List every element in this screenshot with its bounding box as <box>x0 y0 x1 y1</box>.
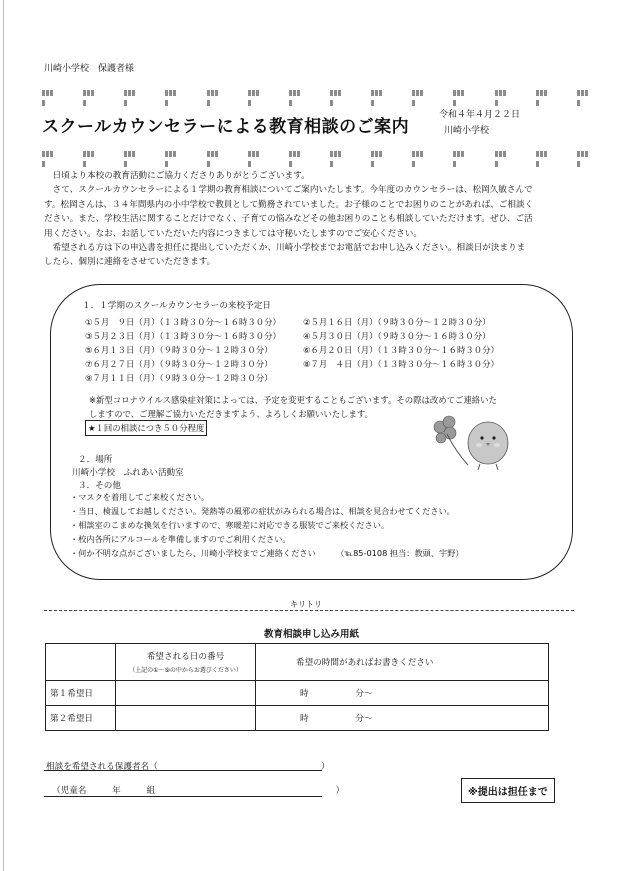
minute-label: 分～ <box>355 714 373 724</box>
intro-paragraph: ださい。また、学校生活に関することだけでなく、子育ての悩みなどその他お困りのことも相談していただけます。ぜひ、ご活 <box>44 214 533 225</box>
table-corner-cell <box>46 644 116 681</box>
decorative-mark <box>124 89 139 95</box>
session-length-note: ★１回の相談につき５０分程度 <box>85 420 207 436</box>
introduction-text <box>44 169 584 270</box>
decorative-mark <box>536 89 551 95</box>
place-heading: ２．場所 <box>78 455 113 465</box>
table-row <box>46 681 549 706</box>
guardian-underline <box>44 770 322 771</box>
decorative-mark <box>330 89 345 95</box>
decorative-mark <box>289 89 304 95</box>
second-choice-time-field[interactable] <box>256 706 549 731</box>
cut-here-label: キリトリ <box>290 600 322 609</box>
decorative-mark <box>207 89 222 95</box>
decorative-mark <box>207 150 222 156</box>
list-item: ・相談室のこまめな換気を行いますので、寒暖差に対応できる服装でご来校ください。 <box>70 519 390 530</box>
issue-date: 令和４年４月２２日 <box>439 110 521 120</box>
first-choice-date-field[interactable] <box>116 681 256 706</box>
submit-to-teacher-note: ※提出は担任まで <box>461 778 555 803</box>
decorative-mark <box>248 89 263 95</box>
schedule-date: ①５月 ９日（月）（１３時３０分～１６時３０分） <box>85 317 281 327</box>
first-choice-time-field[interactable] <box>256 681 549 706</box>
schedule-date: ③５月２３日（月）（１３時３０分～１６時３０分） <box>85 331 281 341</box>
intro-paragraph: したら、個別に連絡をさせていただきます。 <box>44 257 216 268</box>
decorative-mark <box>42 89 57 95</box>
second-choice-date-field[interactable] <box>116 706 256 731</box>
schedule-heading: １．１学期のスクールカウンセラーの来校予定日 <box>82 301 271 311</box>
minute-label: 分～ <box>355 689 373 699</box>
decorative-mark <box>371 89 386 95</box>
intro-paragraph: 日頃より本校の教育活動にご協力くださりありがとうございます。 <box>44 171 310 181</box>
student-underline <box>44 796 322 797</box>
column-header-date-hint: （上記の①～⑨の中からお選びください） <box>129 667 242 674</box>
intro-paragraph: 希望される方は下の申込書を担任に提出していただくか、川崎小学校までお電話でお申し込みください。相談日が決まりま <box>44 243 526 254</box>
others-list <box>70 491 464 561</box>
application-table <box>45 643 549 731</box>
schedule-date: ④５月３０日（月）（９時３０分～１６時３０分） <box>303 331 491 341</box>
column-header-date-label: 希望される日の番号 <box>146 652 225 662</box>
schedule-date: ②５月１６日（月）（９時３０分～１２時３０分） <box>303 317 491 327</box>
decorative-mark <box>165 89 180 95</box>
list-item: ・マスクを着用してご来校ください。 <box>70 492 210 502</box>
decorative-border-top <box>42 89 618 95</box>
decorative-mark <box>165 150 180 156</box>
guardian-name-field[interactable]: 相談を希望される保護者名（ ） <box>46 762 330 772</box>
hour-label: 時 <box>300 689 309 699</box>
decorative-mark <box>453 150 468 156</box>
others-heading: ３．その他 <box>78 481 121 491</box>
place-value: 川崎小学校 ふれあい活動室 <box>72 468 184 478</box>
decorative-mark <box>289 150 304 156</box>
schedule-dates <box>85 315 499 385</box>
decorative-mark <box>124 150 139 156</box>
column-header-date <box>116 644 256 681</box>
schedule-date: ⑤６月１３日（月）（９時３０分～１２時３０分） <box>85 345 273 355</box>
student-info-field[interactable]: （児童名 年 組 ） <box>52 786 345 796</box>
application-form-title: 教育相談申し込み用紙 <box>264 629 360 640</box>
schedule-date: ⑦６月２７日（月）（９時３０分～１２時３０分） <box>85 359 273 369</box>
decorative-mark <box>330 150 345 156</box>
decorative-mark <box>371 150 386 156</box>
intro-paragraph: さて、スクールカウンセラーによる１学期の教育相談についてご案内いたします。今年度のカウンセラーは、松岡久敏さんで <box>44 185 533 196</box>
intro-paragraph: す。松岡さんは、３４年間県内の小中学校で教員として勤務されていました。お子様のことでお困りのことがあれば、ご相談く <box>44 199 534 210</box>
covid-note-line: ※新型コロナウイルス感染症対策によっては、予定を変更することもございます。その際は改めてご連絡いた <box>89 395 497 405</box>
decorative-mark <box>248 150 263 156</box>
decorative-mark <box>412 150 427 156</box>
document-title: スクールカウンセラーによる教育相談のご案内 <box>42 117 410 137</box>
table-row <box>46 706 549 731</box>
row-label-second-choice: 第２希望日 <box>46 706 116 731</box>
covid-note-line: しますので、ご理解ご協力いただきますよう、よろしくお願いいたします。 <box>89 409 373 419</box>
schedule-date: ⑨７月１１日（月）（９時３０分～１２時３０分） <box>85 373 273 383</box>
hour-label: 時 <box>300 714 309 724</box>
list-item: ・何か不明な点がございましたら、川崎小学校までご連絡ください （℡85-0108 担当：教頭、宇野） <box>70 547 464 558</box>
decorative-mark <box>577 150 592 156</box>
list-item: ・当日、検温してお越しください。発熱等の風邪の症状がみられる場合は、相談を見合わせてください。 <box>70 505 455 516</box>
table-header-row <box>46 644 549 681</box>
decorative-mark <box>536 150 551 156</box>
recipient-line: 川崎小学校 保護者様 <box>44 64 135 74</box>
decorative-mark <box>42 150 57 156</box>
issuer-school: 川崎小学校 <box>444 126 490 136</box>
decorative-mark <box>83 150 98 156</box>
decorative-mark <box>83 89 98 95</box>
decorative-mark <box>453 89 468 95</box>
clover-chick-illustration <box>430 410 520 480</box>
schedule-date: ⑧７月 ４日（月）（１３時３０分～１６時３０分） <box>303 359 499 369</box>
page-left-border <box>3 0 4 871</box>
row-label-first-choice: 第１希望日 <box>46 681 116 706</box>
decorative-mark <box>495 150 510 156</box>
intro-paragraph: 用ください。なお、お話していただいた内容につきましては守秘いたしますのでご安心ください。 <box>44 228 422 239</box>
schedule-date: ⑥６月２０日（月）（１３時３０分～１６時３０分） <box>303 345 499 355</box>
decorative-mark <box>577 89 592 95</box>
column-header-time: 希望の時間があればお書きください <box>256 644 549 681</box>
list-item: ・校内各所にアルコールを準備しますのでご利用ください。 <box>70 533 291 544</box>
decorative-border-bottom <box>42 150 618 156</box>
cut-line <box>44 610 574 611</box>
decorative-mark <box>495 89 510 95</box>
decorative-mark <box>412 89 427 95</box>
